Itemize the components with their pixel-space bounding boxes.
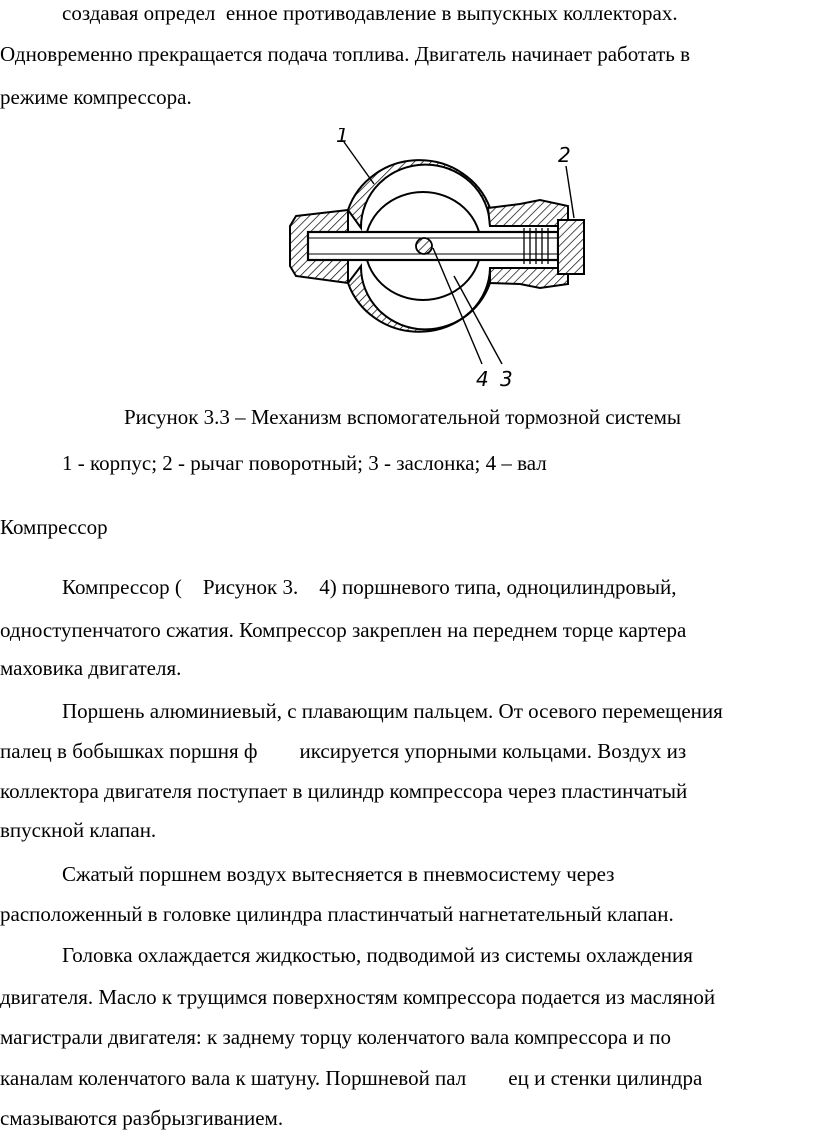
figure-label-2: 2: [558, 143, 571, 167]
rotary-lever: [558, 220, 584, 274]
text-line: режиме компрессора.: [0, 85, 192, 109]
text-line: каналам коленчатого вала к шатуну. Поршневой пал ец и стенки цилиндра: [0, 1066, 703, 1090]
right-neck-lower: [490, 268, 568, 288]
text-line: коллектора двигателя поступает в цилиндр компрессора через пластинчатый: [0, 779, 688, 803]
shaft: [308, 232, 558, 260]
figure-label-3: 3: [500, 367, 513, 391]
brake-mechanism-figure: [278, 128, 588, 393]
section-heading: Компрессор: [0, 515, 108, 539]
text-line: одноступенчатого сжатия. Компрессор закреплен на переднем торце картера: [0, 618, 687, 642]
text-line: двигателя. Масло к трущимся поверхностям компрессора подается из масляной: [0, 985, 716, 1009]
text-line: расположенный в головке цилиндра пластинчатый нагнетательный клапан.: [0, 902, 674, 926]
text-line: Головка охлаждается жидкостью, подводимой из системы охлаждения: [62, 943, 693, 967]
text-line: Компрессор ( Рисунок 3. 4) поршневого типа, одноцилиндровый,: [62, 575, 677, 599]
text-line: Сжатый поршнем воздух вытесняется в пневмосистему через: [62, 862, 615, 886]
text-line: палец в бобышках поршня ф иксируется упорными кольцами. Воздух из: [0, 739, 687, 763]
shaft-pin: [416, 238, 432, 254]
text-line: смазываются разбрызгиванием.: [0, 1106, 284, 1130]
figure-label-1: 1: [336, 128, 349, 147]
right-neck-upper: [488, 200, 568, 226]
figure-legend: 1 - корпус; 2 - рычаг поворотный; 3 - заслонка; 4 – вал: [62, 451, 547, 475]
text-line: маховика двигателя.: [0, 656, 182, 680]
text-line: Одновременно прекращается подача топлива. Двигатель начинает работать в: [0, 42, 691, 66]
text-line: впускной клапан.: [0, 818, 157, 842]
text-line: создавая определ енное противодавление в выпускных коллекторах.: [62, 1, 678, 25]
figure-caption: Рисунок 3.3 – Механизм вспомогательной тормозной системы: [124, 405, 681, 429]
text-line: Поршень алюминиевый, с плавающим пальцем. От осевого перемещения: [62, 699, 723, 723]
figure-label-4: 4: [476, 367, 489, 391]
text-line: магистрали двигателя: к заднему торцу коленчатого вала компрессора и по: [0, 1025, 671, 1049]
